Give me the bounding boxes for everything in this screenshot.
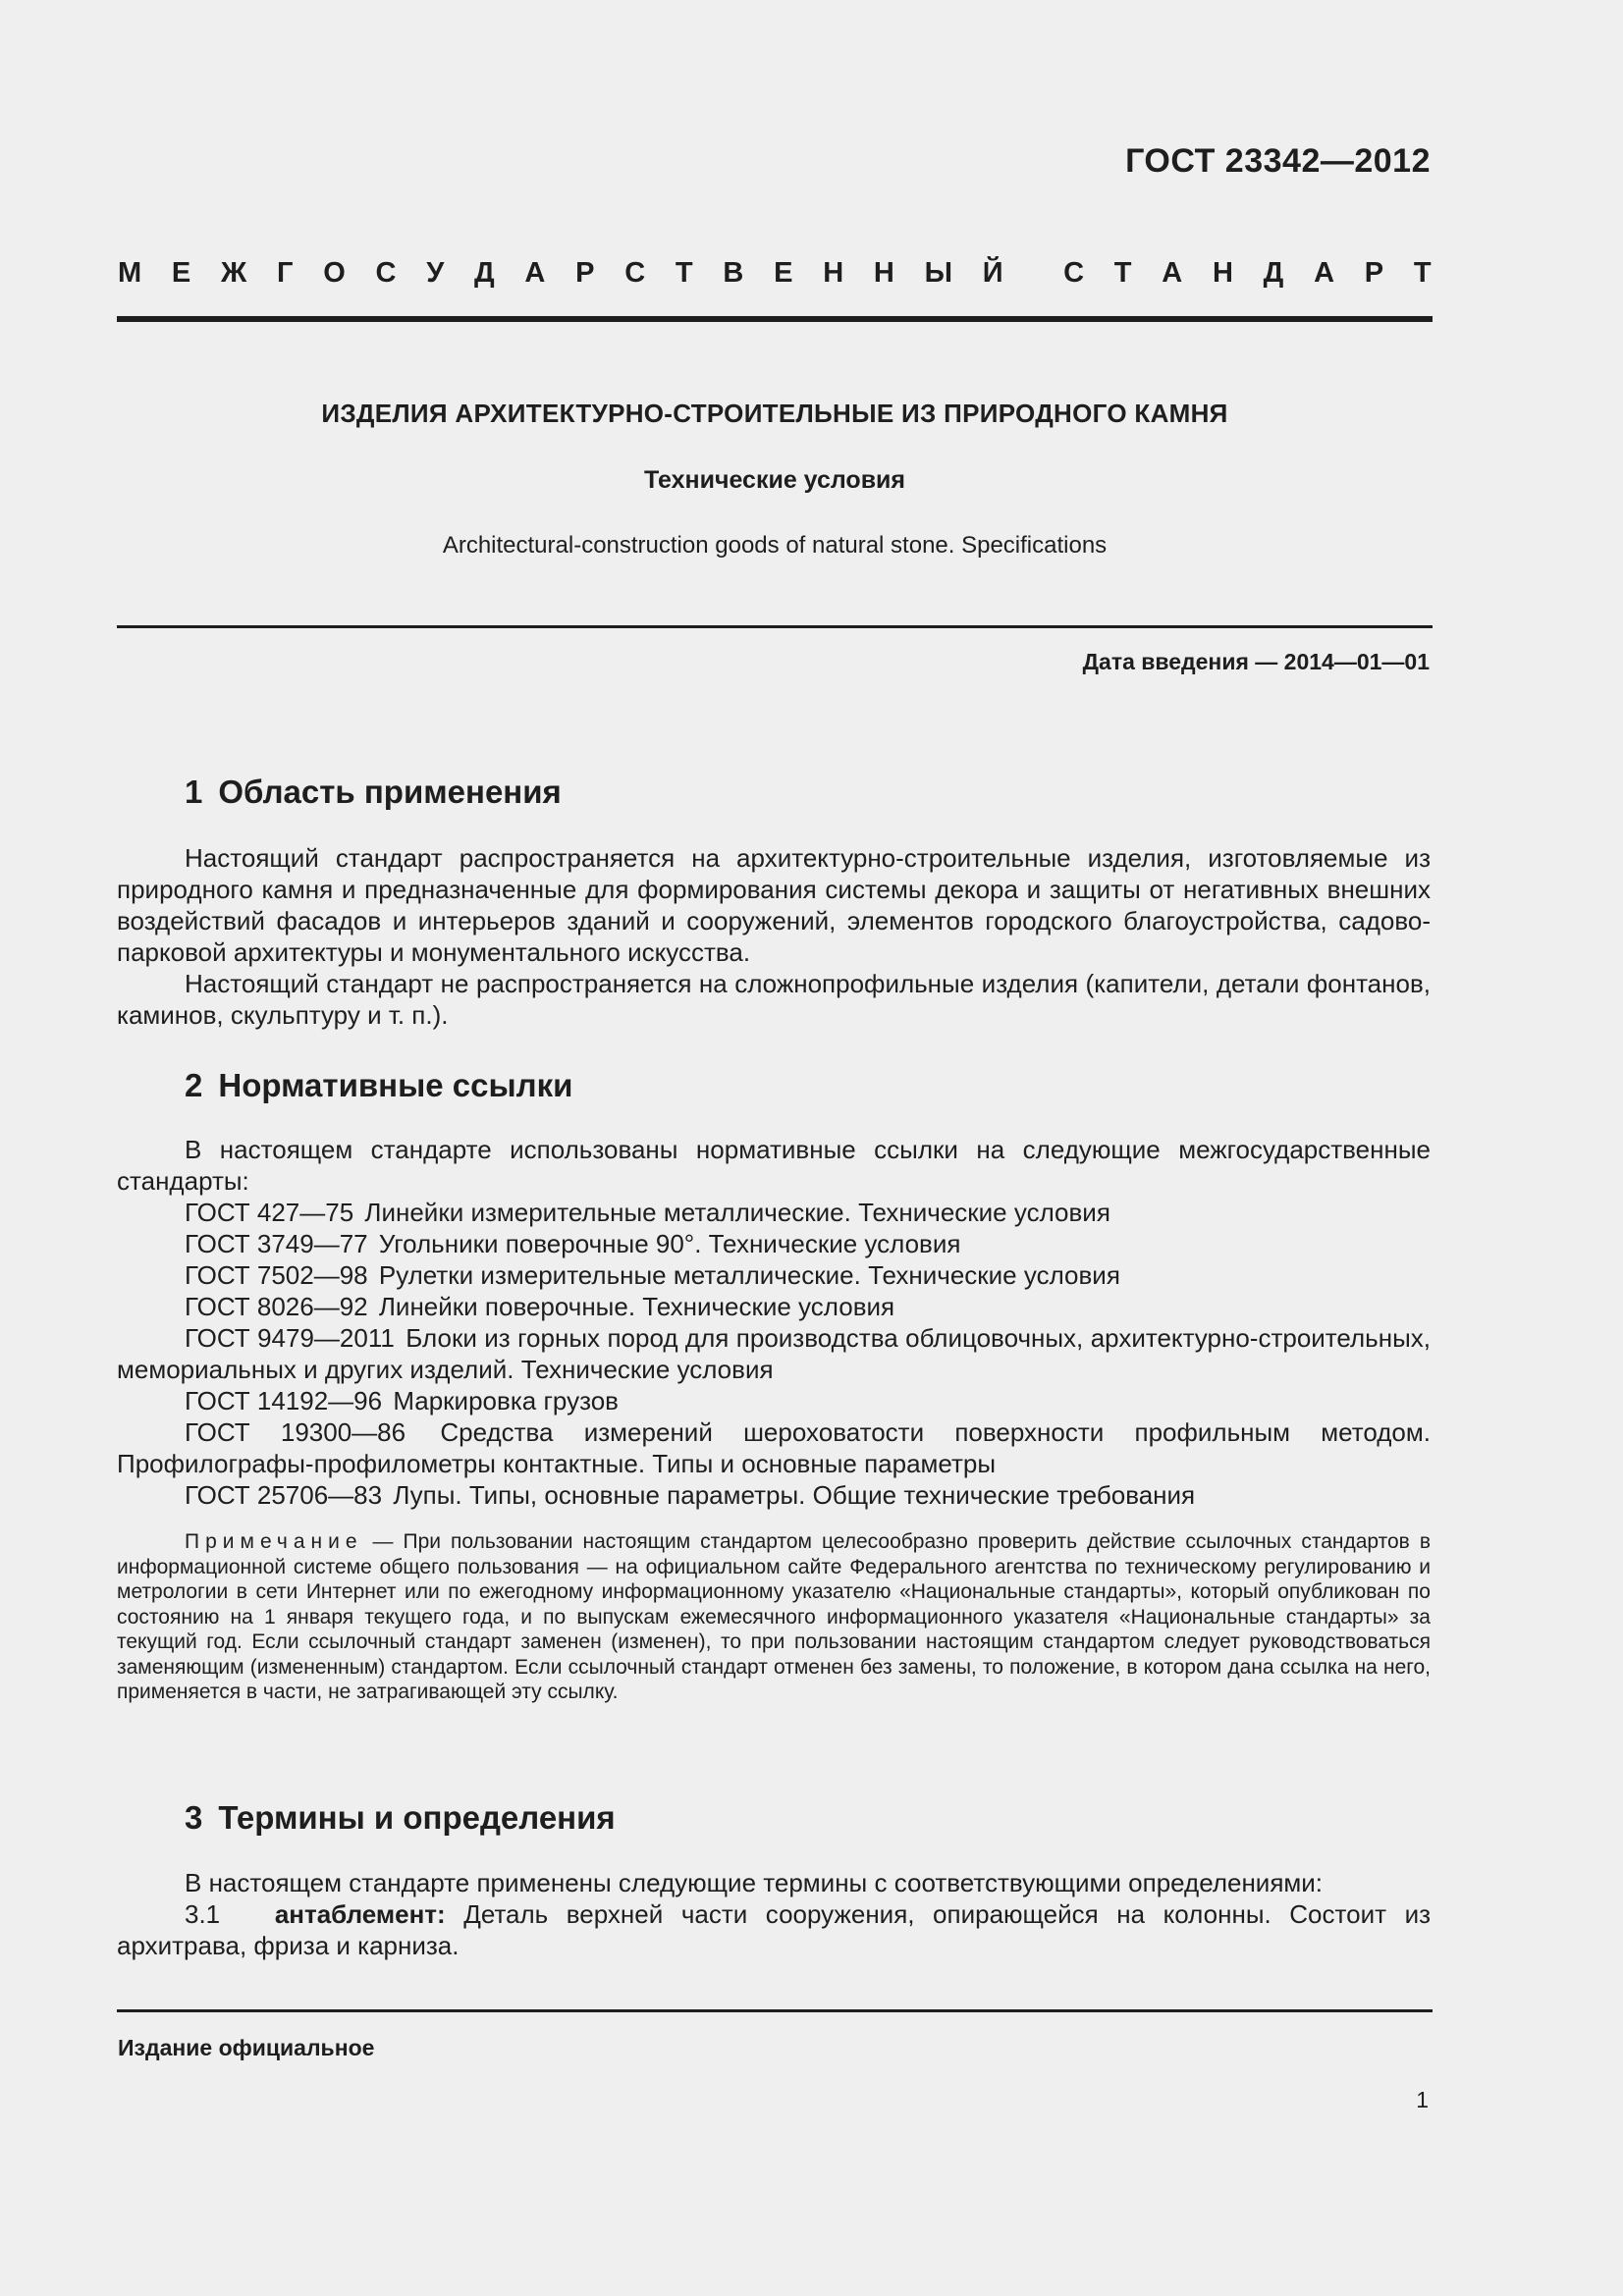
term-name: антаблемент: — [274, 1899, 446, 1929]
reference-code: ГОСТ 8026—92 — [185, 1292, 375, 1321]
page-number: 1 — [1416, 2087, 1429, 2112]
reference-item — [117, 1291, 1431, 1322]
section-3-heading — [185, 1799, 616, 1837]
banner-letter: Ж — [221, 257, 247, 289]
reference-item — [117, 1228, 1431, 1259]
banner-letter: С — [624, 257, 646, 289]
term-definition — [117, 1898, 1431, 1961]
banner-letter: Н — [1212, 257, 1233, 289]
banner-letter: Г — [276, 257, 294, 289]
banner-letter: С — [375, 257, 397, 289]
banner-letter: А — [1162, 257, 1183, 289]
banner-letter: У — [426, 257, 445, 289]
reference-title: Угольники поверочные 90°. Технические условия — [378, 1229, 961, 1258]
title-rule — [117, 625, 1433, 628]
reference-list — [117, 1197, 1431, 1511]
document-title: ИЗДЕЛИЯ АРХИТЕКТУРНО-СТРОИТЕЛЬНЫЕ ИЗ ПРИРОДНОГО КАМНЯ — [321, 399, 1228, 428]
paragraph: Настоящий стандарт не распространяется на сложнопрофильные изделия (капители, детали фонтанов, каминов, скульптуру и т. п.). — [117, 969, 1431, 1030]
reference-code: ГОСТ 3749—77 — [185, 1229, 375, 1258]
reference-item — [117, 1197, 1431, 1228]
reference-title: Маркировка грузов — [393, 1386, 619, 1415]
reference-title: Лупы. Типы, основные параметры. Общие технические требования — [393, 1480, 1196, 1510]
document-subtitle: Технические условия — [643, 466, 906, 494]
term-number: 3.1 — [185, 1899, 221, 1929]
section-number: 1 — [185, 774, 203, 810]
reference-item — [117, 1479, 1431, 1511]
interstate-standard-banner — [118, 257, 1432, 290]
normative-references — [117, 1134, 1431, 1511]
banner-letter: Р — [1364, 257, 1384, 289]
reference-title: Линейки поверочные. Технические условия — [378, 1292, 895, 1321]
note-paragraph — [117, 1529, 1431, 1705]
banner-letter: Е — [774, 257, 793, 289]
reference-code: ГОСТ 14192—96 — [185, 1386, 390, 1415]
banner-letter: Р — [575, 257, 595, 289]
banner-letter: Н — [873, 257, 894, 289]
reference-code: ГОСТ 427—75 — [185, 1198, 361, 1227]
term-text: Деталь верхней части сооружения, опирающейся на колонны. Состоит из архитрава, фриза и карниза. — [117, 1899, 1432, 1960]
banner-letter: Е — [171, 257, 191, 289]
banner-letter: М — [118, 257, 142, 289]
header-rule — [117, 316, 1433, 322]
section-1-heading — [185, 774, 562, 811]
reference-title: Рулетки измерительные металлические. Технические условия — [378, 1260, 1120, 1290]
banner-letter: Д — [474, 257, 495, 289]
reference-code: ГОСТ 7502—98 — [185, 1260, 375, 1290]
reference-code: ГОСТ 25706—83 — [185, 1480, 390, 1510]
reference-title: Средства измерений шероховатости поверхности профильным методом. Профилографы-профилометры контактные. Типы и основные параметры — [117, 1417, 1431, 1478]
standard-number: ГОСТ 23342—2012 — [1125, 142, 1431, 180]
banner-letter: С — [1063, 257, 1085, 289]
banner-letter: Н — [823, 257, 844, 289]
reference-item — [117, 1322, 1431, 1385]
reference-item — [117, 1416, 1431, 1479]
banner-letter: Ы — [924, 257, 952, 289]
reference-title: Линейки измерительные металлические. Технические условия — [364, 1198, 1110, 1227]
english-title: Architectural-construction goods of natural stone. Specifications — [442, 532, 1108, 559]
reference-code: ГОСТ 9479—2011 — [185, 1323, 403, 1353]
banner-letter: Д — [1263, 257, 1284, 289]
section-title: Термины и определения — [218, 1799, 616, 1836]
footer-rule — [117, 2009, 1433, 2012]
reference-item — [117, 1385, 1431, 1416]
paragraph: В настоящем стандарте использованы нормативные ссылки на следующие межгосударственные стандарты: — [117, 1135, 1431, 1196]
section-title: Нормативные ссылки — [218, 1067, 573, 1103]
banner-letter: Й — [982, 257, 1003, 289]
banner-letter: Т — [1113, 257, 1132, 289]
note-text: — При пользовании настоящим стандартом целесообразно проверить действие ссылочных стандартов в информационной системе общего пользования — на официальном сайте Федерального агентства по техническому регулированию и метрологии в сети Интернет или по ежегодному информационному указателю «Национальные стандарты», который опубликован по состоянию на 1 января текущего года, и по выпускам ежемесячного информационного указателя «Национальные стандарты» за текущий год. Если ссылочный стандарт заменен (изменен), то при пользовании настоящим стандартом следует руководствоваться заменяющим (измененным) стандартом. Если ссылочный стандарт отменен без замены, то положение, в котором дана ссылка на него, применяется в части, не затрагивающей эту ссылку. — [117, 1530, 1431, 1703]
section-number: 2 — [185, 1067, 203, 1103]
note — [117, 1529, 1431, 1705]
reference-title: Блоки из горных пород для производства облицовочных, архитектурно-строительных, мемориальных и других изделий. Технические условия — [117, 1323, 1431, 1384]
section-1-body — [117, 842, 1431, 1031]
banner-letter: Т — [1413, 257, 1432, 289]
section-2-heading — [185, 1067, 572, 1104]
paragraph: В настоящем стандарте применены следующие термины с соответствующими определениями: — [185, 1868, 1324, 1897]
banner-letter: О — [323, 257, 346, 289]
note-label: Примечание — [185, 1530, 363, 1553]
introduction-date: Дата введения — 2014—01—01 — [1082, 649, 1430, 674]
paragraph: Настоящий стандарт распространяется на архитектурно-строительные изделия, изготовляемые из природного камня и предназначенные для формирования системы декора и защиты от негативных внешних воздействий фасадов и интерьеров зданий и сооружений, элементов городского благоустройства, садово-парковой архитектуры и монументального искусства. — [117, 843, 1431, 967]
reference-item — [117, 1259, 1431, 1291]
banner-letter: А — [524, 257, 546, 289]
banner-letter: Т — [675, 257, 693, 289]
banner-letter: А — [1314, 257, 1335, 289]
official-edition-label: Издание официальное — [118, 2035, 375, 2060]
section-3-body — [117, 1867, 1431, 1961]
reference-code: ГОСТ 19300—86 — [185, 1417, 437, 1447]
section-number: 3 — [185, 1799, 203, 1836]
section-title: Область применения — [218, 774, 562, 810]
banner-letter: В — [723, 257, 744, 289]
